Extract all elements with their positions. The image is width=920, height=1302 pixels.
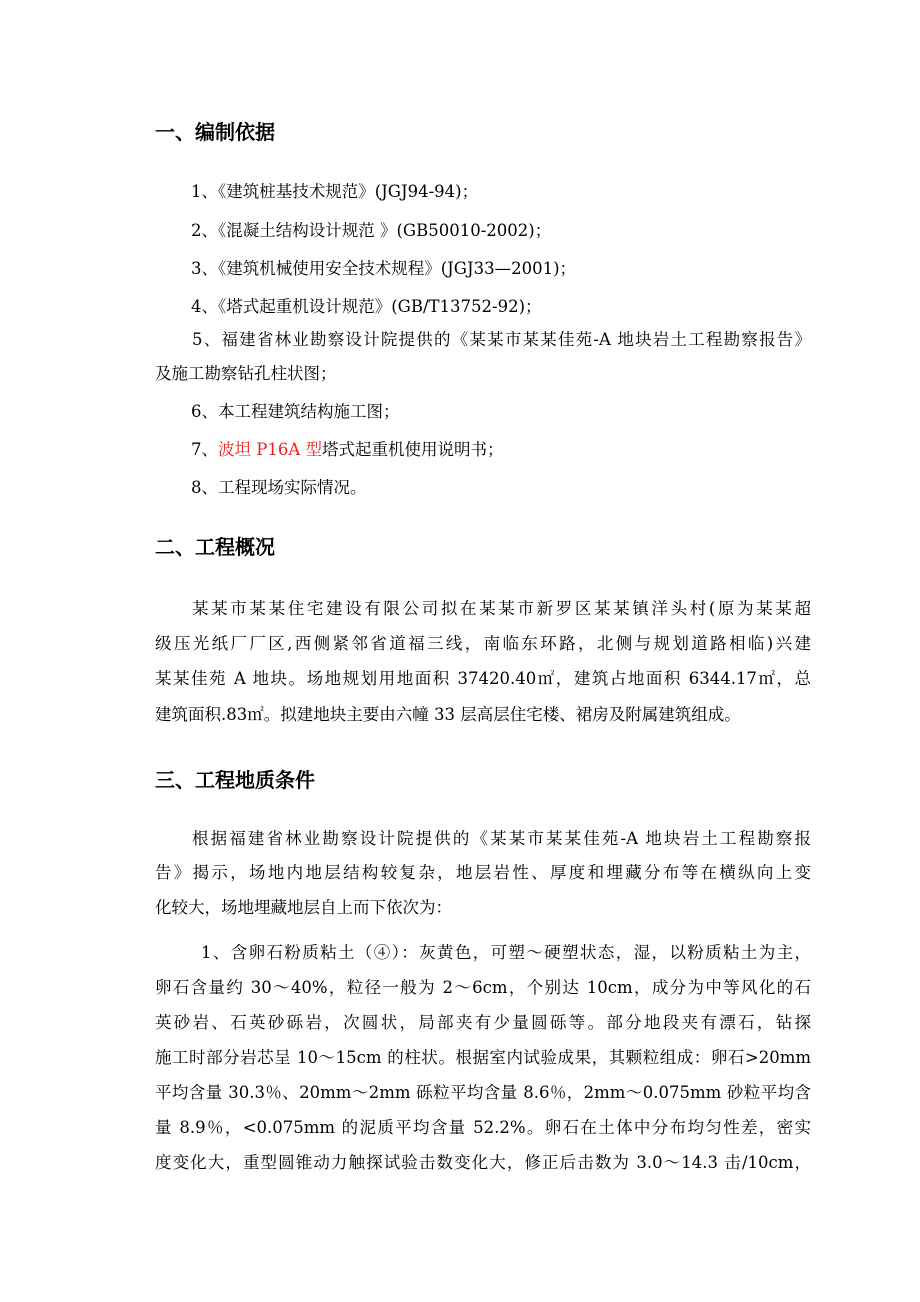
geology-layer-line-2: 卵石含量约 30～40%，粒径一般为 2～6cm，个别达 10cm，成分为中等风化的石	[155, 978, 811, 997]
section-title-basis: 一、编制依据	[155, 120, 275, 144]
overview-line-3: 某某佳苑 A 地块。场地规划用地面积 37420.40㎡，建筑占地面积 6344.17㎡，总	[155, 669, 811, 688]
geology-layer-line-7: 度变化大，重型圆锥动力触探试验击数变化大，修正后击数为 3.0～14.3 击/10cm，	[155, 1153, 811, 1172]
geology-intro-line-2: 告》揭示，场地内地层结构较复杂，地层岩性、厚度和埋藏分布等在横纵向上变	[155, 863, 811, 882]
geology-layer-line-1: 1、含卵石粉质粘土（④）：灰黄色，可塑～硬塑状态，湿，以粉质粘土为主，	[201, 943, 811, 962]
basis-item-7-text: 塔式起重机使用说明书；	[322, 440, 504, 459]
basis-item-3: 3、《建筑机械使用安全技术规程》(JGJ33—2001)；	[191, 259, 577, 278]
crane-model-highlight: 波坦 P16A 型	[218, 440, 323, 459]
basis-item-1: 1、《建筑桩基技术规范》(JGJ94-94)；	[191, 182, 479, 201]
overview-line-1: 某某市某某住宅建设有限公司拟在某某市新罗区某某镇洋头村(原为某某超	[192, 599, 811, 618]
basis-item-5: 5、福建省林业勘察设计院提供的《某某市某某佳苑-A 地块岩土工程勘察报告》	[192, 330, 811, 349]
geology-intro-line-1: 根据福建省林业勘察设计院提供的《某某市某某佳苑-A 地块岩土工程勘察报	[192, 829, 811, 848]
basis-item-4: 4、《塔式起重机设计规范》(GB/T13752-92)；	[191, 297, 542, 316]
overview-line-4: 建筑面积.83㎡。拟建地块主要由六幢 33 层高层住宅楼、裙房及附属建筑组成。	[155, 705, 741, 724]
basis-item-2: 2、《混凝土结构设计规范 》(GB50010-2002)；	[191, 221, 552, 240]
basis-item-5-cont: 及施工勘察钻孔柱状图；	[155, 364, 337, 383]
basis-item-8: 8、工程现场实际情况。	[191, 478, 367, 497]
geology-intro-line-3: 化较大，场地埋藏地层自上而下依次为：	[155, 898, 452, 917]
basis-item-7-prefix: 7、	[191, 440, 218, 459]
basis-item-7	[191, 438, 504, 462]
basis-item-6: 6、本工程建筑结构施工图；	[191, 402, 400, 421]
geology-layer-line-5: 平均含量 30.3％、20mm～2mm 砾粒平均含量 8.6％，2mm～0.075mm 砂粒平均含	[155, 1083, 811, 1102]
section-title-geology: 三、工程地质条件	[155, 768, 315, 792]
overview-line-2: 级压光纸厂厂区,西侧紧邻省道福三线，南临东环路，北侧与规划道路相临)兴建	[155, 634, 811, 653]
geology-layer-line-3: 英砂岩、石英砂砾岩，次圆状，局部夹有少量圆砾等。部分地段夹有漂石，钻探	[155, 1013, 811, 1032]
geology-layer-line-6: 量 8.9％，<0.075mm 的泥质平均含量 52.2%。卵石在土体中分布均匀性差，密实	[155, 1118, 811, 1137]
section-title-overview: 二、工程概况	[155, 535, 275, 559]
geology-layer-line-4: 施工时部分岩芯呈 10～15cm 的柱状。根据室内试验成果，其颗粒组成：卵石>20mm	[155, 1048, 811, 1067]
